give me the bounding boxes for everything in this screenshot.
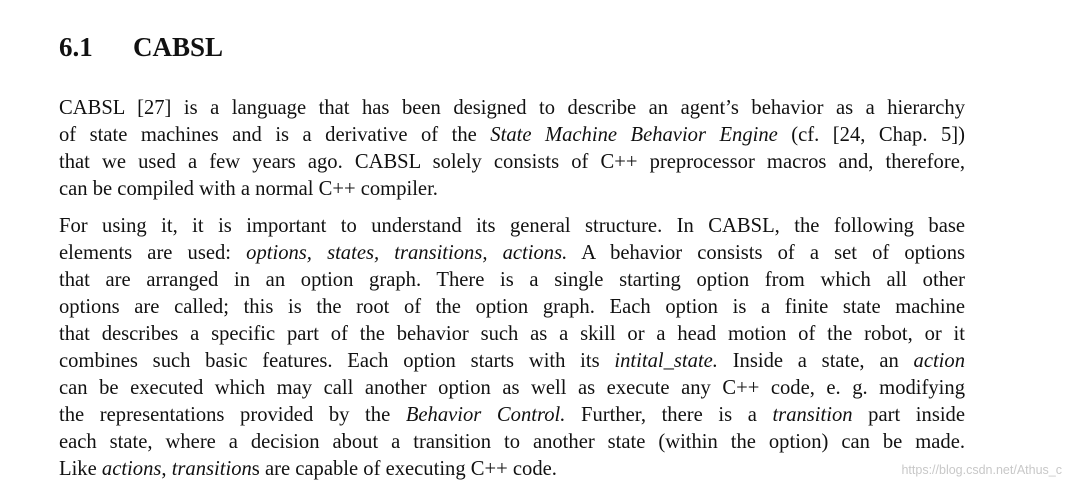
paragraph-line: that describes a specific part of the behavior such as a skill or a head motion of the robot, or it bbox=[59, 323, 965, 345]
emphasis-text: transition bbox=[772, 404, 853, 426]
emphasis-text: State Machine Behavior Engine bbox=[490, 124, 778, 146]
paragraph-line bbox=[59, 122, 965, 149]
text-run: combines such basic features. Each option starts with its bbox=[59, 350, 615, 372]
text-run: part inside bbox=[852, 404, 965, 426]
text-run: , bbox=[161, 458, 172, 480]
emphasis-text: options, states, transitions, actions. bbox=[246, 242, 568, 264]
watermark-url: https://blog.csdn.net/Athus_c bbox=[901, 463, 1062, 477]
paragraph-line bbox=[59, 348, 965, 375]
paragraph-line: that are arranged in an option graph. There is a single starting option from which all other bbox=[59, 269, 965, 291]
paragraph-line bbox=[59, 456, 965, 483]
paragraph-line: options are called; this is the root of the option graph. Each option is a finite state machine bbox=[59, 296, 965, 318]
paragraph-line: can be executed which may call another option as well as execute any C++ code, e. g. modifying bbox=[59, 377, 965, 399]
section-number: 6.1 bbox=[59, 32, 93, 62]
emphasis-text: action bbox=[913, 350, 965, 372]
section-heading bbox=[59, 27, 223, 67]
paragraph-line: can be compiled with a normal C++ compiler. bbox=[59, 178, 438, 200]
paragraph-2 bbox=[59, 213, 965, 483]
paragraph-line: CABSL [27] is a language that has been designed to describe an agent’s behavior as a hierarchy bbox=[59, 97, 965, 119]
emphasis-text: Behavior Control. bbox=[405, 404, 566, 426]
text-run: Further, there is a bbox=[565, 404, 773, 426]
text-run: of state machines and is a derivative of the bbox=[59, 124, 491, 146]
paragraph-line: For using it, it is important to understand its general structure. In CABSL, the following base bbox=[59, 215, 965, 237]
text-run: elements are used: bbox=[59, 242, 247, 264]
paragraph-line bbox=[59, 240, 965, 267]
text-run: (cf. [24, Chap. 5]) bbox=[777, 124, 965, 146]
paragraph-line: each state, where a decision about a transition to another state (within the option) can be made. bbox=[59, 431, 965, 453]
section-title: CABSL bbox=[133, 32, 224, 62]
paragraph-line: that we used a few years ago. CABSL solely consists of C++ preprocessor macros and, therefore, bbox=[59, 151, 965, 173]
text-run: Like bbox=[59, 458, 102, 480]
emphasis-text: actions bbox=[101, 458, 162, 480]
emphasis-text: transition bbox=[171, 458, 252, 480]
paragraph-1 bbox=[59, 95, 965, 203]
text-run: the representations provided by the bbox=[59, 404, 406, 426]
text-run: Inside a state, an bbox=[717, 350, 914, 372]
text-run: s are capable of executing C++ code. bbox=[251, 458, 557, 480]
paragraph-line bbox=[59, 402, 965, 429]
emphasis-text: intital_state. bbox=[614, 350, 718, 372]
text-run: A behavior consists of a set of options bbox=[567, 242, 966, 264]
